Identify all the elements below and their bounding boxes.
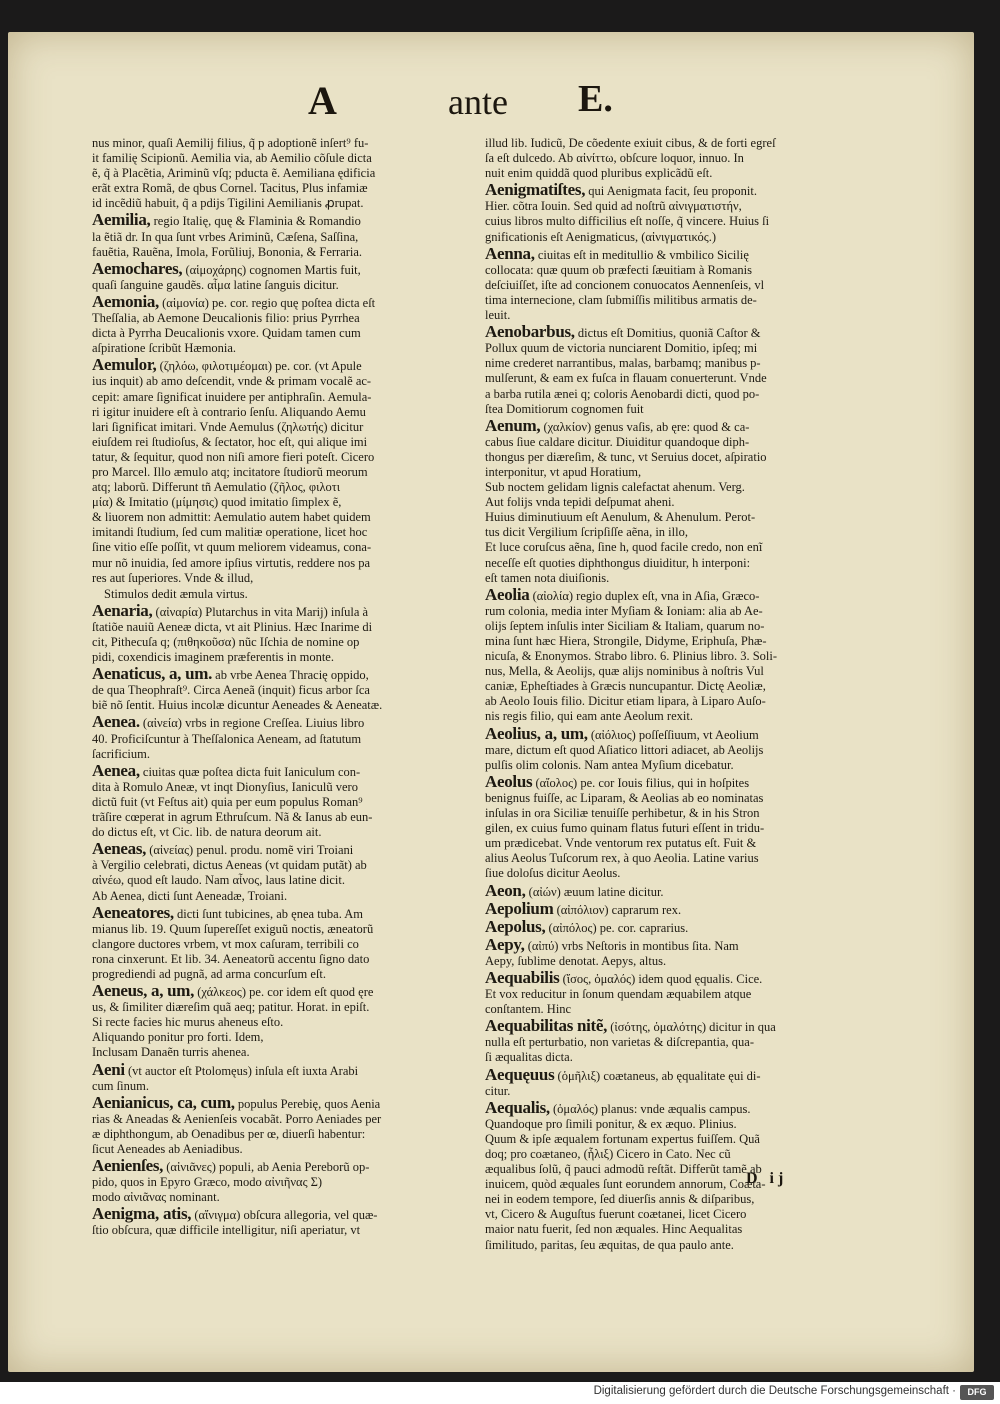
- dictionary-entry: [485, 243, 849, 323]
- entry-text: ciuitas eſt in meditullio & vmbilico Sicilię collocata: quæ quum ob præfecti ſæuitiam à Romanis deſciuiſſet, iſte ad concionem conuocatos Aennenſeis, vl tima internecione, clam ſubmiſſis militibus armatis de- leuit.: [485, 247, 765, 323]
- entry-headword: Aeolus: [485, 771, 533, 791]
- entry-text: Stimulos dedit æmula virtus.: [104, 586, 248, 601]
- dictionary-entry: [92, 841, 458, 903]
- entry-headword: Aepy,: [485, 934, 525, 954]
- book-page: [8, 32, 974, 1372]
- dictionary-entry: [92, 1092, 458, 1157]
- entry-headword: Aeneatores,: [92, 902, 174, 922]
- digitization-credit: Digitalisierung gefördert durch die Deutsche Forschungsgemeinschaft ·: [593, 1385, 956, 1397]
- running-head-word: ante: [448, 82, 508, 122]
- entry-headword: Aequabilitas nitẽ,: [485, 1016, 608, 1036]
- entry-headword: Aenna,: [485, 243, 535, 263]
- entry-text: (ἴσος, ὁμαλός) idem quod ęqualis. Cice. Et vox reducitur in ſonum quendam æquabilem atque conſtantem. Hinc: [485, 971, 763, 1017]
- entry-text: ab vrbe Aenea Thracię oppido, de qua Theophraſt⁹. Circa Aeneã (inquit) ficus arbor ſca biẽ nõ ſentit. Huius incolæ dicuntur Aeneades & Aeneatæ.: [92, 668, 383, 713]
- entry-headword: Aepolus,: [485, 916, 546, 936]
- dictionary-entry: [92, 136, 458, 211]
- dictionary-entry: [485, 723, 849, 773]
- left-column: [92, 136, 458, 1240]
- entry-headword: Aenigma, atis,: [92, 1204, 192, 1224]
- dictionary-entry: [485, 415, 849, 586]
- dictionary-entry: [92, 714, 458, 761]
- entry-text: (ἰσότης, ὁμαλότης) dicitur in qua nulla eſt perturbatio, non varietas & diſcrepantia, qua- ſi æqualitas dicta.: [485, 1020, 776, 1065]
- entry-text: populus Perebię, quos Aenia rias & Aneadas & Aenienſeis vocabãt. Porro Aeniades per æ diphthongum, ab Oenadibus per œ, diuerſi habentur: ſicut Aeneades ab Aeniadibus.: [92, 1096, 382, 1156]
- running-head-letter: A: [308, 78, 337, 123]
- entry-text: (χάλκεος) pe. cor idem eſt quod ęre us, & ſimiliter diæreſim quã aeq; patitur. Horat. in epiſt. Si recte facies hic murus aheneus eſto. Aliquando ponitur pro forti. Idem, Inclusam Danaẽn turris ahenea.: [92, 985, 374, 1060]
- entry-headword: Aenigmatiſtes,: [485, 180, 586, 200]
- entry-text: (αἰπόλιον) caprarum rex.: [556, 902, 682, 917]
- entry-text: (αἰπόλος) pe. cor. caprarius.: [548, 920, 689, 935]
- entry-text: nus minor, quaſi Aemilij filius, q̃ p adoptionẽ inſert⁹ fu- it familię Scipionũ. Aemilia via, ab Aemilio cõſule dicta ẽ, q̃ à Placẽtia, Ariminũ vſq; pducta ẽ. Aemiliana ędificia erãt extra Romã, de qbus Cornel. Tacitus, Plus infamiæ id incẽdiũ habuit, q̃ a pdijs Tigilini Aemilianis ꝓrupat.: [92, 136, 376, 211]
- entry-headword: Aenea.: [92, 712, 140, 732]
- entry-headword: Aequabilis: [485, 967, 560, 987]
- entry-text: (χαλκίον) genus vaſis, ab ęre: quod & ca- cabus ſiue caldare dicitur. Diuiditur quandoque diph- thongus per diæreſim, & tunc, vt Seruius docet, aſpiratio interponitur, vt apud Horatium, Sub noctem gelidam lignis calefactat ahenum. Verg. Aut folijs vnda tepidi deſpumat aheni. Huius diminutiuum eſt Aenulum, & Ahenulum. Perot- tus dicit Vergilium ſcripſiſſe aẽna, in illo, Et luce coruſcus aẽna, ſine h, quod facile credo, non enĩ neceſſe eſt quoties diphthongus diuiditur, h interponi: eſt tamen nota diuiſionis.: [485, 419, 767, 585]
- entry-headword: Aenum,: [485, 415, 541, 435]
- entry-text: (αἰνείας) penul. produ. nomẽ viri Troiani à Vergilio celebrati, dictus Aeneas (vt quidam putãt) ab αἰνέω, quod eſt laudo. Nam αἶνος, laus latine dicit. Ab Aenea, dicti ſunt Aeneadæ, Troiani.: [92, 843, 367, 903]
- entry-text: (ὁμαλός) planus: vnde æqualis campus. Quandoque pro ſimili ponitur, & ex æquo. Plinius. Quum & ipſe æqualem fortunam expertus fuiſſem. Quã doq; pro coætaneo, (ἧλιξ) Cicero in Cato. Nec cũ æqualibus ſolũ, q̃ pauci admodũ reſtãt. Differũt tamẽ ab inuicem, quòd æquales ſunt eorundem annorum, Coæta- nei in eodem tempore, ſed diuerſis annis & diſparibus, vt, Cicero & Auguſtus fuerunt coætanei, licet Cicero maior natu fuerit, ſed non æquales. Hinc Aequalitas ſimilitudo, paritas, ſeu æquitas, de qua paulo ante.: [485, 1101, 766, 1252]
- dictionary-entry: [485, 136, 849, 181]
- entry-text: (vt auctor eſt Ptolomęus) inſula eſt iuxta Arabi cum ſinum.: [92, 1063, 359, 1093]
- entry-text: dictus eſt Domitius, quoniã Caſtor & Pollux quum de victoria nunciarent Domitio, ipſeq; mi nime crederet narrantibus, malas, barbamq; manibus p- mulſerunt, & eam ex fuſca in flauam conuerterunt. Vnde a barba rutila ænei q; coloris Aenobardi dicti, quod po- ſtea Domitiorum cognomen fuit: [485, 326, 767, 416]
- signature-mark: D ij: [746, 1170, 788, 1187]
- dictionary-entry: [92, 212, 458, 259]
- dictionary-entry: [92, 357, 458, 585]
- dictionary-entry: [485, 1064, 849, 1099]
- entry-headword: Aeneus, a, um,: [92, 981, 195, 1001]
- entry-text: (αἰνιᾶνες) populi, ab Aenia Pereborũ op- pido, quos in Epyro Græco, modo αἰνιῆνας Σ) modo αἰνιᾶνας nominant.: [92, 1160, 370, 1205]
- entry-headword: Aemilia,: [92, 210, 151, 230]
- entry-text: regio Italię, quę & Flaminia & Romandio la ẽtiã dr. In qua ſunt vrbes Ariminũ, Cæſena, Saſſina, fauẽtia, Rauẽna, Imola, Forũliuj, Bononia, & Ferraria.: [92, 214, 363, 259]
- entry-headword: Aenienſes,: [92, 1156, 164, 1176]
- entry-headword: Aepolium: [485, 898, 554, 918]
- entry-headword: Aequęuus: [485, 1064, 555, 1084]
- entry-text: (αἱμονία) pe. cor. regio quę poſtea dicta eſt Theſſalia, ab Aemone Deucalionis filio: prius Pyrrhea dicta à Pyrrha Deucalionis vxore. Quidam tamen cum aſpiratione ſcribũt Hæmonia.: [92, 295, 376, 356]
- dictionary-entry: [92, 760, 458, 840]
- entry-headword: Aemonia,: [92, 291, 160, 311]
- entry-text: (αἱμοχάρης) cognomen Martis fuit, quaſi ſanguine gaudẽs. αἷμα latine ſanguis dicitur.: [92, 262, 361, 292]
- dictionary-entry: [92, 587, 458, 602]
- dictionary-entry: [92, 1206, 458, 1238]
- entry-text: ciuitas quæ poſtea dicta fuit Ianiculum con- dita à Romulo Aneæ, vt inqt Dionyſius, Ianiculũ vero dictũ fuit (vt Feſtus ait) quia per eum populus Roman⁹ trãſire cœperat in agrum Ethruſcum. Nã & Ianus ab eun- do dictus eſt, vt Cic. lib. de natura deorum ait.: [92, 764, 373, 840]
- entry-headword: Aemulor,: [92, 355, 157, 375]
- dictionary-entry: [92, 291, 458, 356]
- entry-headword: Aeni: [92, 1059, 125, 1079]
- running-head: [8, 77, 974, 137]
- entry-headword: Aemochares,: [92, 258, 183, 278]
- dictionary-entry: [485, 880, 849, 900]
- dictionary-entry: [485, 898, 849, 918]
- entry-text: (αἴολος) pe. cor Iouis filius, qui in hoſpites benignus fuiſſe, ac Liparam, & Aeolias ab eo nominatas inſulas in ora Siciliæ tenuiſſe perhibetur, & in his Stron gilen, ex cuius fumo quinam flatus futuri eſſent in tridu- um prædicebat. Vnde ventorum rex putatus eſt. Fuit & alius Aeolus Tuſcorum rex, à quo Aeolia. Latine varius ſiue doloſus dicitur Aeolus.: [485, 775, 765, 881]
- dictionary-entry: [485, 1018, 849, 1065]
- dictionary-entry: [92, 666, 458, 713]
- running-head-letter-right: E.: [578, 78, 613, 120]
- footer-bar: [0, 1382, 1000, 1404]
- entry-text: qui Aenigmata facit, ſeu proponit. Hier. cõtra Iouin. Sed quid ad noſtrũ αἰνιγματιστήν, cuius libros multo difficilius eſt noſſe, q̃ vincere. Huius ſi gnificationis eſt Aenigmaticus, (αἰνιγματικός.): [485, 184, 770, 244]
- dictionary-entry: [485, 916, 849, 936]
- entry-text: illud lib. Iudicũ, De cõedente exiuit cibus, & de forti egreſ ſa eſt dulcedo. Ab αἰνίττω, obſcure loquor, innuo. In nuit enim quiddã quod pluribus explicãdũ eſt.: [485, 136, 776, 181]
- dictionary-entry: [485, 934, 849, 969]
- entry-headword: Aenobarbus,: [485, 322, 575, 342]
- dictionary-entry: [92, 902, 458, 982]
- dictionary-entry: [92, 1158, 458, 1205]
- dictionary-entry: [92, 1059, 458, 1094]
- dictionary-entry: [485, 324, 849, 417]
- dictionary-entry: [485, 584, 849, 725]
- dictionary-entry: [485, 771, 849, 882]
- entry-text: (αἰπύ) vrbs Neſtoris in montibus ſita. Nam Aepy, ſublime denotat. Aepys, altus.: [485, 938, 739, 968]
- entry-headword: Aeolia: [485, 584, 530, 604]
- entry-headword: Aenaticus, a, um.: [92, 664, 213, 684]
- dictionary-entry: [92, 258, 458, 293]
- entry-text: (αἰόλιος) poſſeſſiuum, vt Aeolium mare, dictum eſt quod Aſiatico littori adiacet, ab Aeolijs pulſis olim colonis. Nam antea Myſium dicebatur.: [485, 727, 764, 772]
- entry-headword: Aenianicus, ca, cum,: [92, 1092, 235, 1112]
- entry-headword: Aenea,: [92, 760, 140, 780]
- dictionary-entry: [92, 600, 458, 665]
- entry-text: (αἰολία) regio duplex eſt, vna in Aſia, Græco- rum colonia, media inter Myſiam & Ioniam: alia ab Ae- olijs ſeptem inſulis inter Siciliam & Italiam, quarum no- mina ſunt hæc Hiera, Strongile, Didyme, Eriphuſa, Phæ- nicuſa, & Enonymos. Strabo libro. 6. Plinius libro. 3. Soli- nus, Mella, & Aeolijs, quæ alijs nominibus à noſtris Vul caniæ, Epheſtiades à Græcis nuncupantur. Dictę Aeoliæ, ab Aeolo Iouis filio. Dicitur etiam lipara, à Liparo Auſo- nis regis filio, qui eam ante Aeolum rexit.: [485, 588, 778, 724]
- entry-text: (ζηλόω, φιλοτιμέομαι) pe. cor. (vt Apule ius inquit) ab amo deſcendit, vnde & primam vocalẽ ac- cepit: amare ſignificat inuidere per antiphraſin. Aemula- ri igitur inuidere eſt à contrario ſenſu. Aliquando Aemu lari ſignificat imitari. Vnde Aemulus (ζηλωτής) dicitur eiuſdem rei ſtudioſus, & ſectator, hoc eſt, qui alique imi tatur, & ſequitur, quod non niſi amore fieri poteſt. Cicero pro Marcel. Illo æmulo atq; incitatore ſtudiorũ meorum atq; laborũ. Differunt tñ Aemulatio (ζῆλος, φιλοτι μία) & Imitatio (μίμησις) quod imitatio ſimplex ẽ, & liuorem non admittit: Aemulatio autem habet quidem imitandi ſtudium, ſed cum malitiæ operatione, licet hoc ſine vitio eſſe poſſit, vt quum meliorem videamus, cona- mur nõ inuidia, ſed amore ipſius virtutis, reddere nos pa res aut ſuperiores. Vnde & illud,: [92, 359, 375, 585]
- dictionary-entry: [92, 983, 458, 1060]
- dfg-logo: DFG: [960, 1385, 994, 1400]
- dictionary-entry: [485, 1097, 849, 1253]
- entry-headword: Aequalis,: [485, 1097, 550, 1117]
- entry-headword: Aeneas,: [92, 839, 147, 859]
- dictionary-entry: [485, 967, 849, 1017]
- entry-text: dicti ſunt tubicines, ab ęnea tuba. Am mianus lib. 19. Quum ſupereſſet exiguũ noctis, æneatorũ clangore ductores vrbem, vt mox caſuram, terribili co rona cinxerunt. Et lib. 34. Aeneatorũ accentu ſigno dato progrediendi ad pugnã, ad arma concurſum eſt.: [92, 906, 374, 981]
- entry-text: (ὁμῆλιξ) coætaneus, ab ęqualitate ęui di- citur.: [485, 1068, 761, 1098]
- entry-text: (αἰναρία) Plutarchus in vita Marij) inſula à ſtatiõe nauiũ Aeneæ dicta, vt ait Plinius. Hæc Inarime di cit, Pithecuſa q; (πιθηκοῦσα) nũc Iſchia de nomine op pidi, coxendicis imaginem præferentis in monte.: [92, 604, 373, 665]
- entry-headword: Aeolius, a, um,: [485, 723, 588, 743]
- entry-text: (αἴνιγμα) obſcura allegoria, vel quæ- ſtio obſcura, quæ difficile intelligitur, niſi aperiatur, vt: [92, 1208, 378, 1238]
- entry-headword: Aenaria,: [92, 600, 153, 620]
- entry-headword: Aeon,: [485, 880, 526, 900]
- entry-text: (αἰών) æuum latine dicitur.: [528, 884, 664, 899]
- entry-text: (αἰνεία) vrbs in regione Creſſea. Liuius libro 40. Proficiſcuntur à Theſſalonica Aeneam, ad ſtatutum ſacrificium.: [92, 716, 365, 761]
- dictionary-entry: [485, 182, 849, 244]
- right-column: [485, 136, 849, 1254]
